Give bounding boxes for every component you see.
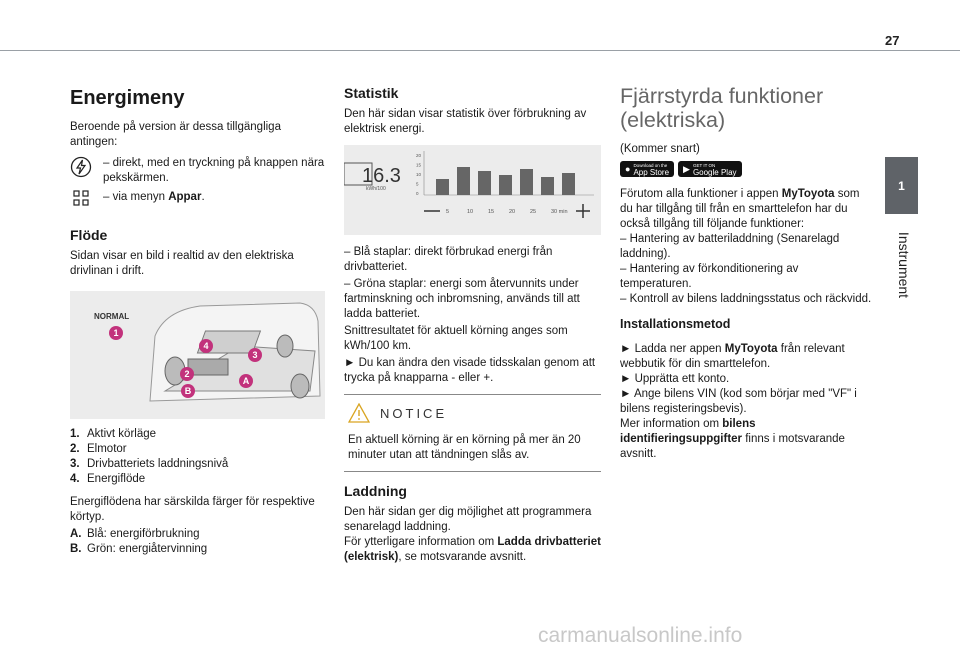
list-item: 2. Elmotor	[70, 443, 127, 455]
column-statistics	[344, 78, 601, 571]
list-item: B. Grön: energiåtervinning	[70, 543, 208, 555]
list-item: 1. Aktivt körläge	[70, 428, 157, 440]
stat-bar	[499, 175, 512, 195]
feature-1: – Hantering av batteriladdning (Senarelagd laddning).	[620, 233, 840, 260]
powertrain-image	[70, 291, 325, 419]
stat-value: 16.3	[362, 165, 401, 187]
stat-screen-image	[344, 145, 601, 235]
header-rule	[0, 50, 960, 51]
color-list	[70, 527, 325, 557]
step-more: Mer information om bilens identifieringsuppgifter finns i motsvarande avsnitt.	[620, 418, 845, 460]
page-number: 27	[885, 33, 900, 48]
play-icon: ▶	[683, 163, 690, 174]
list-item: 4. Energiflöde	[70, 473, 146, 485]
scale-tick-label: 5	[446, 209, 450, 215]
charge-text: Den här sidan ger dig möjlighet att programmera senarelagd laddning.	[344, 506, 592, 533]
flow-text: Sidan visar en bild i realtid av den elektriska drivlinan i drift.	[70, 250, 294, 277]
stat-bar	[562, 173, 575, 195]
notice-box	[344, 394, 601, 472]
y-tick-label: 20	[416, 153, 422, 158]
plus-button[interactable]	[576, 204, 590, 218]
install-title: Installationsmetod	[620, 317, 731, 331]
desc-scale: ► Du kan ändra den visade tidsskalan genom att trycka på knapparna - eller +.	[344, 357, 596, 384]
energy-title: Energimeny	[70, 87, 185, 109]
coming-soon: (Kommer snart)	[620, 143, 700, 155]
stat-bar	[436, 179, 449, 195]
remote-title: Fjärrstyrda funktioner (elektriska)	[620, 84, 824, 132]
google-play-badge[interactable]: ▶ GET IT ON Google Play	[678, 161, 742, 177]
list-item: A. Blå: energiförbrukning	[70, 528, 200, 540]
option-direct-text: – direkt, med en tryckning på knappen nära pekskärmen.	[103, 157, 325, 184]
scale-tick-label: 15	[488, 209, 495, 215]
apps-grid-icon	[73, 190, 89, 206]
callout-4: 4	[203, 341, 209, 351]
warning-icon	[348, 403, 370, 423]
callout-b: B	[184, 386, 192, 396]
stat-bar	[478, 171, 491, 195]
option-apps: – via menyn Appar.	[70, 190, 325, 206]
callout-3: 3	[252, 350, 258, 360]
app-name: MyToyota	[781, 188, 835, 200]
desc-average: Snittresultatet för aktuell körning anges som kWh/100 km.	[344, 325, 568, 352]
stat-bar	[457, 167, 470, 195]
column-remote	[620, 78, 872, 468]
normal-mode-label: NORMAL	[94, 312, 130, 321]
stat-title: Statistik	[344, 85, 399, 101]
desc-blue: – Blå staplar: direkt förbrukad energi från drivbatteriet.	[344, 246, 553, 273]
stat-text: Den här sidan visar statistik över förbrukning av elektrisk energi.	[344, 108, 587, 135]
y-tick-label: 10	[416, 172, 422, 177]
flow-title: Flöde	[70, 227, 108, 243]
apple-icon: ●	[625, 163, 631, 174]
y-tick-label: 0	[416, 191, 419, 196]
y-tick-label: 15	[416, 162, 422, 168]
scale-tick-label: 20	[509, 209, 516, 215]
chapter-label: Instrument	[896, 231, 912, 299]
feature-3: – Kontroll av bilens laddningsstatus och räckvidd.	[620, 293, 872, 305]
charge-title: Laddning	[344, 483, 407, 499]
list-item: 3. Drivbatteriets laddningsnivå	[70, 458, 229, 470]
stat-bar	[520, 169, 533, 195]
app-store-badge[interactable]: ● Download on the App Store	[620, 161, 674, 177]
charge-more: För ytterligare information om Ladda drivbatteriet (elektrisk), se motsvarande avsnitt.	[344, 536, 601, 563]
energy-intro: Beroende på version är dessa tillgängliga antingen:	[70, 121, 281, 148]
stat-bar	[541, 177, 554, 195]
legend-list	[70, 427, 325, 487]
step-account: ► Upprätta ett konto.	[620, 373, 730, 385]
apps-menu-name: Appar	[168, 191, 202, 203]
lightning-icon	[70, 156, 92, 178]
colors-intro: Energiflödena har särskilda färger för respektive körtyp.	[70, 496, 315, 523]
scale-tick-label: 25	[530, 209, 537, 215]
watermark: carmanualsonline.info	[538, 624, 743, 647]
step-vin: ► Ange bilens VIN (kod som börjar med "VF" i bilens registeringsbevis).	[620, 388, 857, 415]
callout-1: 1	[113, 328, 119, 338]
desc-green: – Gröna staplar: energi som återvunnits under fartminskning och inbromsning, används till att ladda batteriet.	[344, 278, 580, 320]
column-energy-menu	[70, 78, 325, 557]
feature-2: – Hantering av förkonditionering av temperaturen.	[620, 263, 799, 290]
y-tick-label: 5	[416, 181, 419, 187]
remote-intro: Förutom alla funktioner i appen MyToyota som du har tillgång till från en smarttelefon har du också tillgång till följande funktioner:	[620, 188, 860, 230]
notice-label: NOTICE	[380, 405, 448, 421]
store-badges	[620, 161, 872, 177]
stat-unit: kWh/100	[366, 186, 386, 192]
charge-link: Ladda drivbatteriet (elektrisk)	[344, 536, 601, 563]
chapter-tab[interactable]: 1	[885, 157, 918, 214]
callout-2: 2	[184, 369, 190, 379]
step-download: ► Ladda ner appen MyToyota från relevant webbutik för din smarttelefon.	[620, 343, 845, 370]
scale-tick-label: 30 min	[551, 209, 568, 215]
scale-tick-label: 10	[467, 209, 474, 215]
vehicle-id-link: bilens identifieringsuppgifter	[620, 418, 756, 445]
notice-text: En aktuell körning är en körning på mer än 20 minuter utan att tändningen slås av.	[348, 434, 581, 461]
option-direct	[70, 156, 325, 186]
callout-a: A	[242, 376, 250, 386]
